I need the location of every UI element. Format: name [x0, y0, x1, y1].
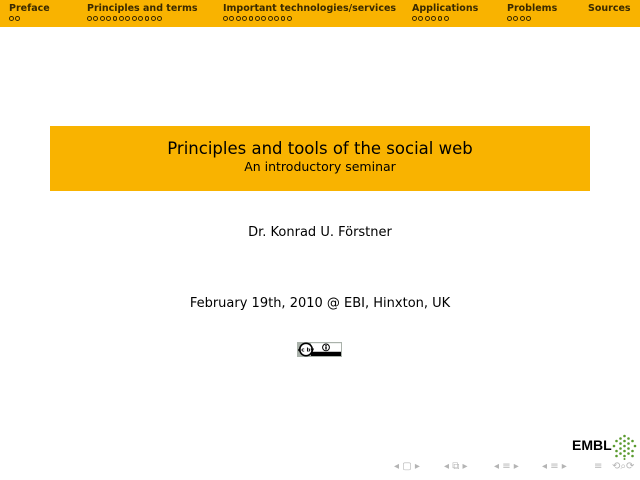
frame-dot[interactable] — [249, 16, 254, 21]
frame-dot[interactable] — [261, 16, 266, 21]
cc-by-license-icon[interactable] — [297, 342, 342, 357]
align-icon[interactable]: ≡ — [594, 461, 603, 472]
frame-dot[interactable] — [119, 16, 124, 21]
frame-dot[interactable] — [236, 16, 241, 21]
frame-dot[interactable] — [438, 16, 443, 21]
frame-dot[interactable] — [444, 16, 449, 21]
frame-dot[interactable] — [431, 16, 436, 21]
frame-dot[interactable] — [513, 16, 518, 21]
frame-dot[interactable] — [87, 16, 92, 21]
frame-dot[interactable] — [15, 16, 20, 21]
section-list — [0, 3, 640, 27]
frame-dot[interactable] — [242, 16, 247, 21]
slide-title: Principles and tools of the social web — [167, 139, 473, 158]
navigation-bar — [0, 0, 640, 27]
frame-dot[interactable] — [9, 16, 14, 21]
section-problems[interactable] — [507, 3, 557, 21]
frame-dot[interactable] — [229, 16, 234, 21]
progress-dots — [9, 16, 50, 21]
navigation-controls — [394, 460, 640, 476]
frame-dot[interactable] — [125, 16, 130, 21]
frame-dot[interactable] — [268, 16, 273, 21]
frame-dot[interactable] — [151, 16, 156, 21]
frame-dot[interactable] — [281, 16, 286, 21]
progress-dots — [507, 16, 557, 21]
license-text: cc by — [297, 347, 315, 354]
section-title: Important technologies/services — [223, 3, 397, 14]
frame-dot[interactable] — [138, 16, 143, 21]
section-title: Applications — [412, 3, 479, 14]
section-preface[interactable] — [9, 3, 50, 21]
frame-dot[interactable] — [145, 16, 150, 21]
slide-icon[interactable]: ◂ ⧉ ▸ — [444, 461, 468, 472]
frame-dot[interactable] — [412, 16, 417, 21]
frame-dot[interactable] — [157, 16, 162, 21]
section-title: Preface — [9, 3, 50, 14]
section-sources[interactable] — [588, 3, 631, 16]
frame-dot[interactable] — [520, 16, 525, 21]
frame-dot[interactable] — [507, 16, 512, 21]
section-principles[interactable] — [87, 3, 198, 21]
subsection-icon[interactable]: ◂ ≡ ▸ — [494, 461, 519, 472]
section-icon[interactable]: ◂ ≡ ▸ — [542, 461, 567, 472]
section-technologies[interactable] — [223, 3, 396, 21]
frame-dot[interactable] — [113, 16, 118, 21]
frame-dot[interactable] — [106, 16, 111, 21]
frame-dot[interactable] — [255, 16, 260, 21]
section-title: Sources — [588, 3, 631, 14]
frame-dot[interactable] — [100, 16, 105, 21]
search-icon[interactable]: ⟲⌕⟳ — [612, 461, 635, 472]
embl-logo — [572, 434, 638, 460]
progress-dots — [223, 16, 396, 21]
frame-dot[interactable] — [274, 16, 279, 21]
frame-dot[interactable] — [223, 16, 228, 21]
frame-dot[interactable] — [93, 16, 98, 21]
section-title: Problems — [507, 3, 558, 14]
embl-hexagon-dots-icon — [612, 434, 637, 460]
progress-dots — [87, 16, 198, 21]
logo-text: EMBL — [572, 437, 612, 453]
frame-dot[interactable] — [418, 16, 423, 21]
frame-dot[interactable] — [132, 16, 137, 21]
date-location: February 19th, 2010 @ EBI, Hinxton, UK — [189, 296, 451, 311]
title-block — [50, 126, 590, 191]
slide-subtitle: An introductory seminar — [244, 159, 396, 174]
author: Dr. Konrad U. Förstner — [248, 225, 392, 240]
progress-dots — [412, 16, 478, 21]
section-title: Principles and terms — [87, 3, 198, 14]
section-applications[interactable] — [412, 3, 478, 21]
first-frame-icon[interactable]: ◂ ▢ ▸ — [394, 461, 420, 472]
frame-dot[interactable] — [287, 16, 292, 21]
frame-dot[interactable] — [425, 16, 430, 21]
frame-dot[interactable] — [526, 16, 531, 21]
